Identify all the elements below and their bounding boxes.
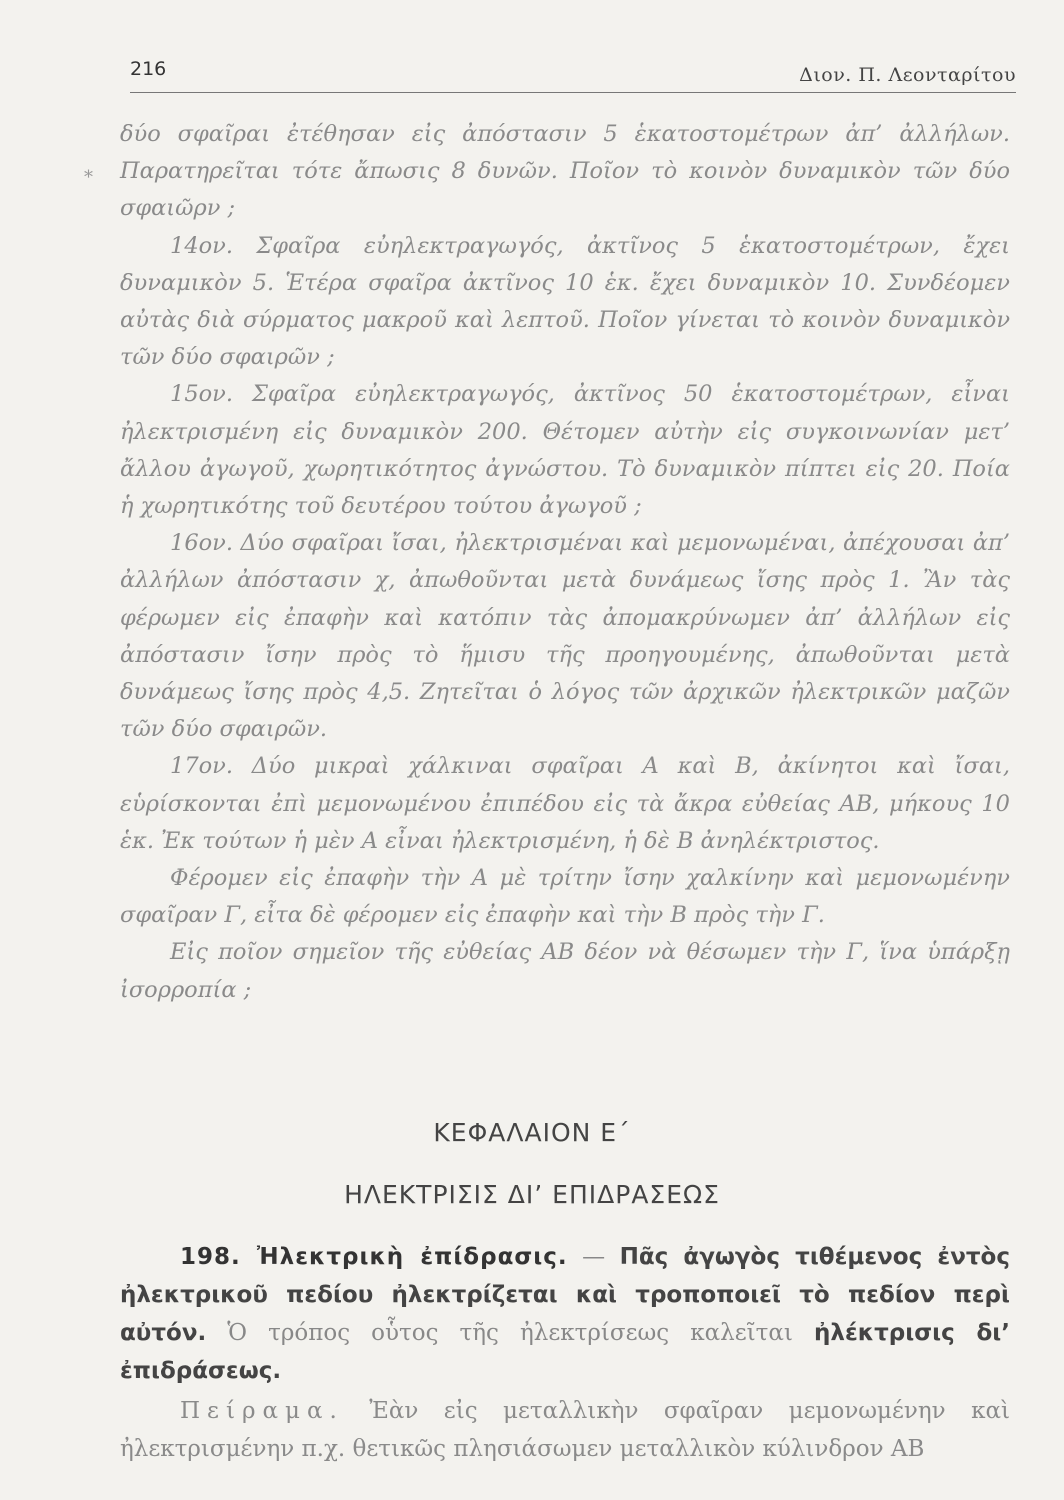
section-paragraph xyxy=(120,1238,1010,1390)
problem-17: 17ον. Δύο μικραὶ χάλκιναι σφαῖραι Α καὶ Β, ἀκίνητοι καὶ ἴσαι, εὑρίσκονται ἐπὶ μεμονωμένου ἐπιπέδου εἰς τὰ ἄκρα εὐθείας ΑΒ, μήκους 10 ἑκ. Ἐκ τούτων ἡ μὲν Α εἶναι ἠλεκτρισμένη, ἡ δὲ Β ἀνηλέκτριστος. xyxy=(120,753,1010,854)
problem-15: 15ον. Σφαῖρα εὐηλεκτραγωγός, ἀκτῖνος 50 ἑκατοστομέτρων, εἶναι ἠλεκτρισμένη εἰς δυναμικὸν 200. Θέτομεν αὐτὴν εἰς συγκοινωνίαν μετ’ ἄλλου ἀγωγοῦ, χωρητικότητος ἀγνώστου. Τὸ δυναμικὸν πίπτει εἰς 20. Ποία ἡ χωρητικότης τοῦ δευτέρου τούτου ἀγωγοῦ ; xyxy=(120,381,1010,520)
problems-text xyxy=(120,116,1010,1009)
problem-17-question: Εἰς ποῖον σημεῖον τῆς εὐθείας ΑΒ δέον νὰ θέσωμεν τὴν Γ, ἵνα ὑπάρξῃ ἰσορροπία ; xyxy=(120,939,1010,1003)
page-number: 216 xyxy=(130,58,167,80)
margin-mark: * xyxy=(84,167,93,188)
section-explanation: Ὁ τρόπος οὗτος τῆς ἠλεκτρίσεως καλεῖται xyxy=(206,1320,815,1346)
chapter-number: ΚΕΦΑΛΑΙΟΝ Ε΄ xyxy=(433,1118,631,1147)
section-term: ἠλέκτρισις δι’ ἐπιδράσεως. xyxy=(120,1320,1010,1384)
section-definition: Πᾶς ἀγωγὸς τιθέμενος ἐντὸς ἠλεκτρικοῦ πεδίου ἠλεκτρίζεται καὶ τροποποιεῖ τὸ πεδίον περὶ αὐτόν. xyxy=(120,1244,1010,1346)
running-head: Διον. Π. Λεονταρίτου xyxy=(799,64,1016,86)
page-header xyxy=(130,58,1016,93)
experiment-label: Πείραμα. xyxy=(180,1398,344,1424)
experiment-text: Ἐὰν εἰς μεταλλικὴν σφαῖραν μεμονωμένην καὶ ἠλεκτρισμένην π.χ. θετικῶς πλησιάσωμεν μεταλλικὸν κύλινδρον ΑΒ xyxy=(120,1398,1010,1462)
section-198 xyxy=(120,1238,1010,1468)
problem-14: 14ον. Σφαῖρα εὐηλεκτραγωγός, ἀκτῖνος 5 ἑκατοστομέτρων, ἔχει δυναμικὸν 5. Ἑτέρα σφαῖρα ἀκτῖνος 10 ἑκ. ἔχει δυναμικὸν 10. Συνδέομεν αὐτὰς διὰ σύρματος μακροῦ καὶ λεπτοῦ. Ποῖον γίνεται τὸ κοινὸν δυναμικὸν τῶν δύο σφαιρῶν ; xyxy=(120,232,1010,371)
problem-17-part-2: Φέρομεν εἰς ἐπαφὴν τὴν Α μὲ τρίτην ἴσην χαλκίνην καὶ μεμονωμένην σφαῖραν Γ, εἶτα δὲ φέρομεν εἰς ἐπαφὴν καὶ τὴν Β πρὸς τὴν Γ. xyxy=(120,865,1010,929)
chapter-title: ΗΛΕΚΤΡΙΣΙΣ ΔΙ’ ΕΠΙΔΡΑΣΕΩΣ xyxy=(344,1180,720,1209)
section-dash: — xyxy=(567,1244,620,1270)
experiment-paragraph xyxy=(120,1392,1010,1468)
problem-continuation: δύο σφαῖραι ἐτέθησαν εἰς ἀπόστασιν 5 ἑκατοστομέτρων ἀπ’ ἀλλήλων. Παρατηρεῖται τότε ἄπωσις 8 δυνῶν. Ποῖον τὸ κοινὸν δυναμικὸν τῶν δύο σφαιῶρν ; xyxy=(120,121,1010,222)
section-heading: 198. Ἠλεκτρικὴ ἐπίδρασις. xyxy=(180,1244,568,1270)
problem-16: 16ον. Δύο σφαῖραι ἴσαι, ἠλεκτρισμέναι καὶ μεμονωμέναι, ἀπέχουσαι ἀπ’ ἀλλήλων ἀπόστασιν χ, ἀπωθοῦνται μετὰ δυνάμεως ἴσης πρὸς 1. Ἂν τὰς φέρωμεν εἰς ἐπαφὴν καὶ κατόπιν τὰς ἀπομακρύνωμεν ἀπ’ ἀλλήλων εἰς ἀπόστασιν ἴσην πρὸς τὸ ἥμισυ τῆς προηγουμένης, ἀπωθοῦνται μετὰ δυνάμεως ἴσης πρὸς 4,5. Ζητεῖται ὁ λόγος τῶν ἀρχικῶν ἠλεκτρικῶν μαζῶν τῶν δύο σφαιρῶν. xyxy=(120,530,1010,743)
